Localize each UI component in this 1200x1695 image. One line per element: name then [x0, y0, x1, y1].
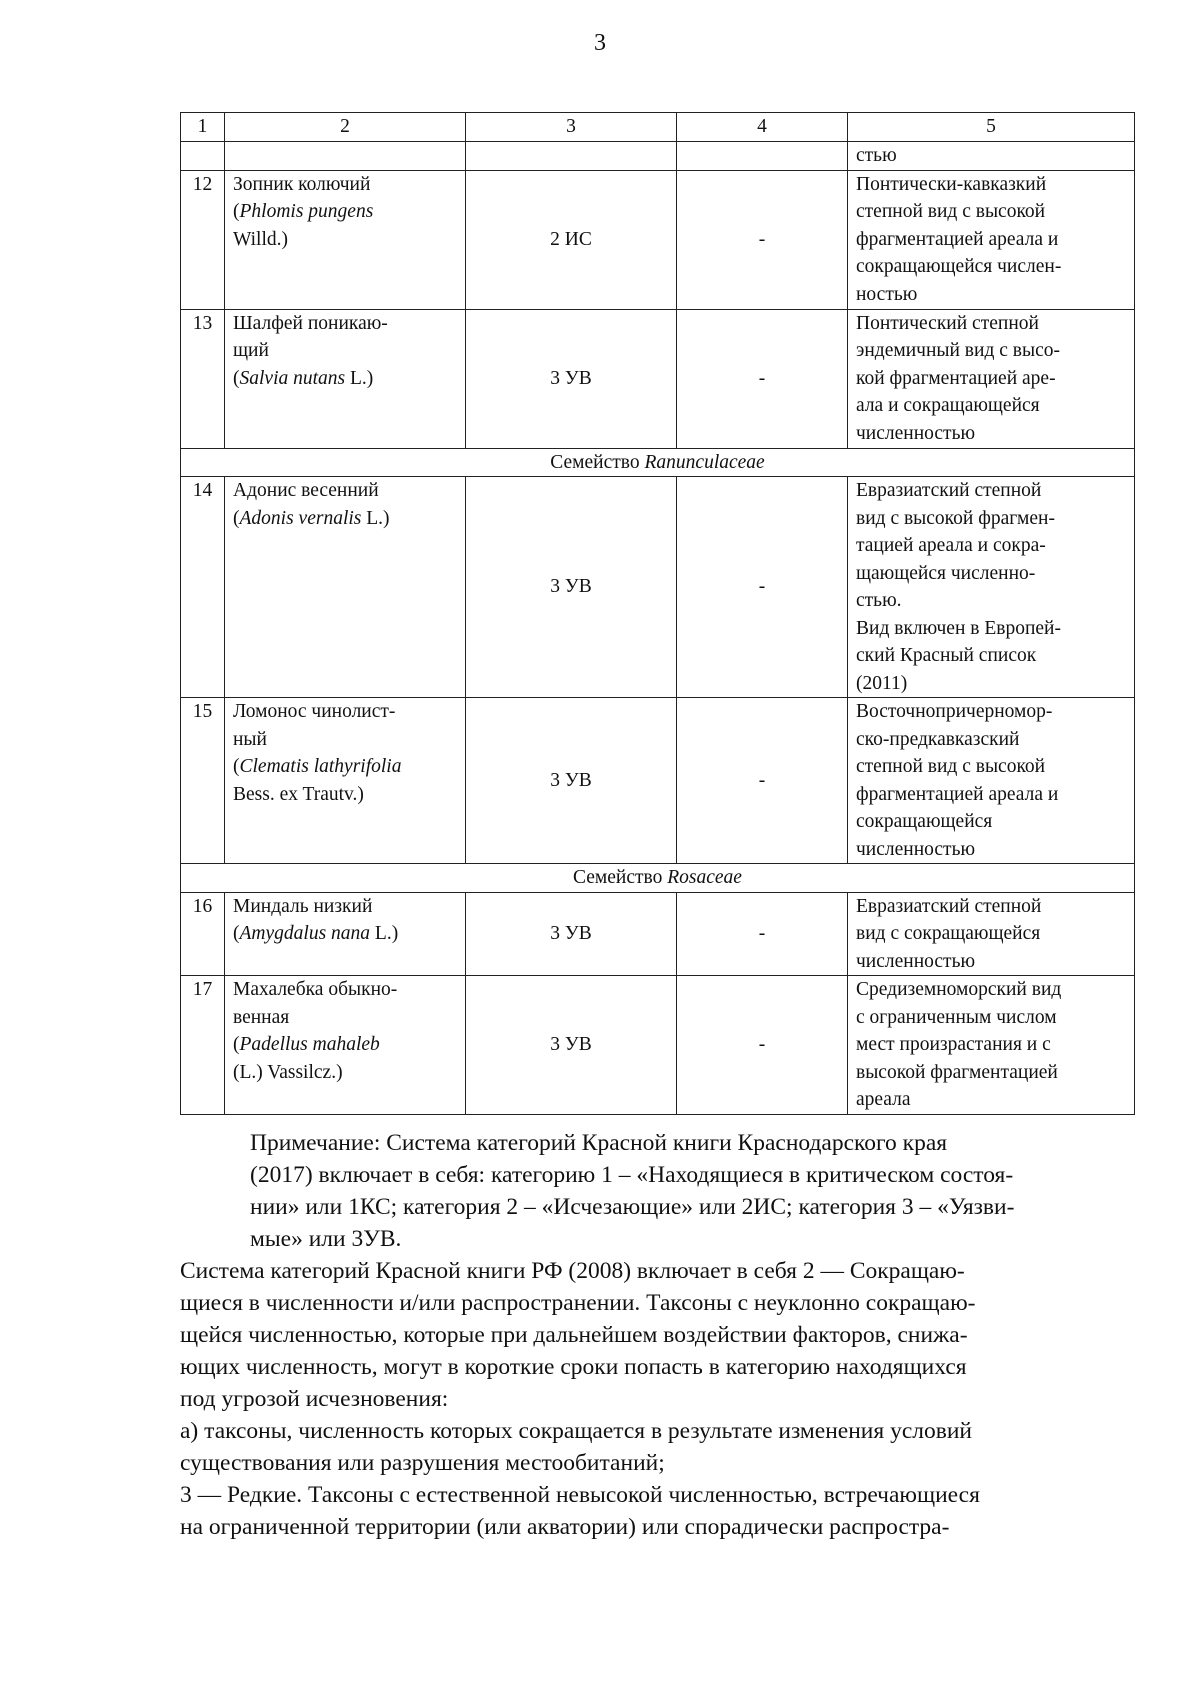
rf-category: - [677, 892, 848, 976]
regional-category: 3 УВ [466, 309, 677, 448]
species-note-line: ностью [856, 283, 918, 305]
species-note-line: мест произрастания и с [856, 1034, 1051, 1055]
column-header: 3 [466, 113, 677, 142]
note-line: (2017) включает в себя: категорию 1 – «Находящиеся в критическом состоя- [250, 1162, 1014, 1188]
species-note-line: Понтически-кавказкий [856, 173, 1047, 195]
row-number: 12 [181, 170, 225, 309]
row-number: 15 [181, 698, 225, 864]
family-name [181, 448, 1135, 477]
table-header-row [181, 113, 1135, 142]
table-row [181, 170, 1135, 309]
regional-category: 3 УВ [466, 892, 677, 976]
regional-category: 3 УВ [466, 477, 677, 698]
note-line: щиеся в численности и/или распространении. Таксоны с неуклонно сокращаю- [180, 1290, 976, 1316]
family-label: Семейство Rosaceae [573, 867, 742, 888]
note-line: щейся численностью, которые при дальнейшем воздействии факторов, снижа- [180, 1322, 968, 1348]
note-line: 3 — Редкие. Таксоны с естественной невысокой численностью, встречающиеся [180, 1482, 980, 1508]
species-name-line: Миндаль низкий [233, 895, 373, 917]
note-line: нии» или 1КС; категория 2 – «Исчезающие» или 2ИС; категория 3 – «Уязви- [250, 1194, 1015, 1220]
species-name-line: венная [233, 1006, 290, 1028]
table-row [181, 309, 1135, 448]
species-note-line: вид с высокой фрагмен- [856, 507, 1055, 529]
species-note [848, 892, 1135, 976]
column-header: 4 [677, 113, 848, 142]
species-note-line: с ограниченным числом [856, 1006, 1057, 1028]
species-name-line: (Phlomis pungens [233, 201, 374, 222]
species-note-line: ско-предкавказский [856, 728, 1020, 750]
regional-category: 3 УВ [466, 698, 677, 864]
species-name-line: Адонис весенний [233, 480, 379, 501]
species-note-line: стью. [856, 590, 902, 611]
note-line: существования или разрушения местообитаний; [180, 1450, 665, 1476]
notes-section [180, 1127, 1140, 1543]
species-name-line: Шалфей поникаю- [233, 312, 388, 334]
species-note-line: вид с сокращающейся [856, 923, 1041, 944]
note-paragraph [180, 1415, 1140, 1479]
family-label: Семейство Ranunculaceae [550, 451, 765, 473]
red-book-species-table [180, 112, 1135, 1115]
species-note-line: Понтический степной [856, 312, 1039, 334]
species-note [848, 170, 1135, 309]
column-header: 1 [181, 113, 225, 142]
column-header: 5 [848, 113, 1135, 142]
species-note-line: Средиземноморский вид [856, 979, 1062, 1000]
species-note-line: ала и сокращающейся [856, 395, 1040, 416]
rf-category: - [677, 976, 848, 1115]
species-note-line: численностью [856, 950, 976, 972]
note-line: Система категорий Красной книги РФ (2008) включает в себя 2 — Сокращаю- [180, 1258, 965, 1284]
column-header: 2 [225, 113, 466, 142]
page-number: 3 [594, 30, 606, 56]
row-number: 13 [181, 309, 225, 448]
species-note-line: фрагментацией ареала и [856, 783, 1059, 805]
family-row [181, 448, 1135, 477]
note-line: а) таксоны, численность которых сокращается в результате изменения условий [180, 1418, 972, 1444]
species-note-line: Евразиатский степной [856, 895, 1042, 917]
row-number: 16 [181, 892, 225, 976]
species-name-line: (Clematis lathyrifolia [233, 756, 402, 777]
species-note [848, 477, 1135, 698]
species-note-line: фрагментацией ареала и [856, 228, 1059, 250]
species-name-line: (Salvia nutans L.) [233, 367, 374, 389]
rf-category: - [677, 698, 848, 864]
table-row [181, 976, 1135, 1115]
species-note-line: Вид включен в Европей- [856, 617, 1061, 639]
continuation-row [181, 142, 1135, 171]
row-number: 14 [181, 477, 225, 698]
species-name [225, 976, 466, 1115]
species-note [848, 698, 1135, 864]
note-line: на ограниченной территории (или акватории) или спорадически распростра- [180, 1514, 950, 1540]
table-row [181, 698, 1135, 864]
species-name-line: Bess. ex Trautv.) [233, 783, 364, 805]
continuation-text: стью [848, 142, 1135, 171]
note-paragraph [180, 1479, 1140, 1543]
species-name-line: Willd.) [233, 228, 288, 250]
species-name [225, 892, 466, 976]
note-line: Примечание: Система категорий Красной книги Краснодарского края [250, 1130, 948, 1156]
rf-category: - [677, 170, 848, 309]
rf-category: - [677, 477, 848, 698]
rf-category: - [677, 309, 848, 448]
species-note-line: степной вид с высокой [856, 756, 1046, 777]
species-note [848, 309, 1135, 448]
species-name-line: (Amygdalus nana L.) [233, 923, 399, 944]
species-note-line: сокращающейся [856, 811, 993, 832]
row-number: 17 [181, 976, 225, 1115]
regional-category: 2 ИС [466, 170, 677, 309]
species-note-line: кой фрагментацией аре- [856, 367, 1056, 389]
species-note-line: численностью [856, 838, 976, 860]
species-name-line: Махалебка обыкно- [233, 979, 398, 1000]
note-line: мые» или 3УВ. [250, 1226, 402, 1252]
family-row [181, 864, 1135, 893]
species-name [225, 477, 466, 698]
species-name [225, 170, 466, 309]
table-row [181, 892, 1135, 976]
species-note-line: численностью [856, 422, 976, 444]
table-row [181, 477, 1135, 698]
species-note-line: высокой фрагментацией [856, 1061, 1058, 1083]
species-name [225, 309, 466, 448]
regional-category: 3 УВ [466, 976, 677, 1115]
species-name [225, 698, 466, 864]
species-note-line: ский Красный список [856, 645, 1037, 666]
species-name-line: (Adonis vernalis L.) [233, 507, 390, 529]
species-note-line: эндемичный вид с высо- [856, 340, 1060, 361]
species-note-line: степной вид с высокой [856, 201, 1046, 222]
species-name-line: Зопник колючий [233, 173, 371, 195]
note-paragraph [180, 1255, 1140, 1415]
note-line: под угрозой исчезновения: [180, 1386, 449, 1412]
note-paragraph [180, 1127, 1140, 1255]
species-note-line: щающейся численно- [856, 562, 1036, 584]
species-name-line: (Padellus mahaleb [233, 1034, 380, 1055]
species-note-line: тацией ареала и сокра- [856, 535, 1046, 556]
species-note-line: Евразиатский степной [856, 480, 1042, 501]
species-name-line: Ломонос чинолист- [233, 701, 396, 722]
species-note-line: ареала [856, 1089, 911, 1110]
species-note [848, 976, 1135, 1115]
species-name-line: ный [233, 728, 267, 750]
species-note-line: Восточнопричерномор- [856, 701, 1053, 722]
family-name [181, 864, 1135, 893]
note-line: ющих численность, могут в короткие сроки попасть в категорию находящихся [180, 1354, 967, 1380]
species-name-line: (L.) Vassilcz.) [233, 1061, 343, 1083]
species-note-line: (2011) [856, 672, 908, 694]
species-name-line: щий [233, 340, 269, 361]
species-note-line: сокращающейся числен- [856, 256, 1062, 277]
